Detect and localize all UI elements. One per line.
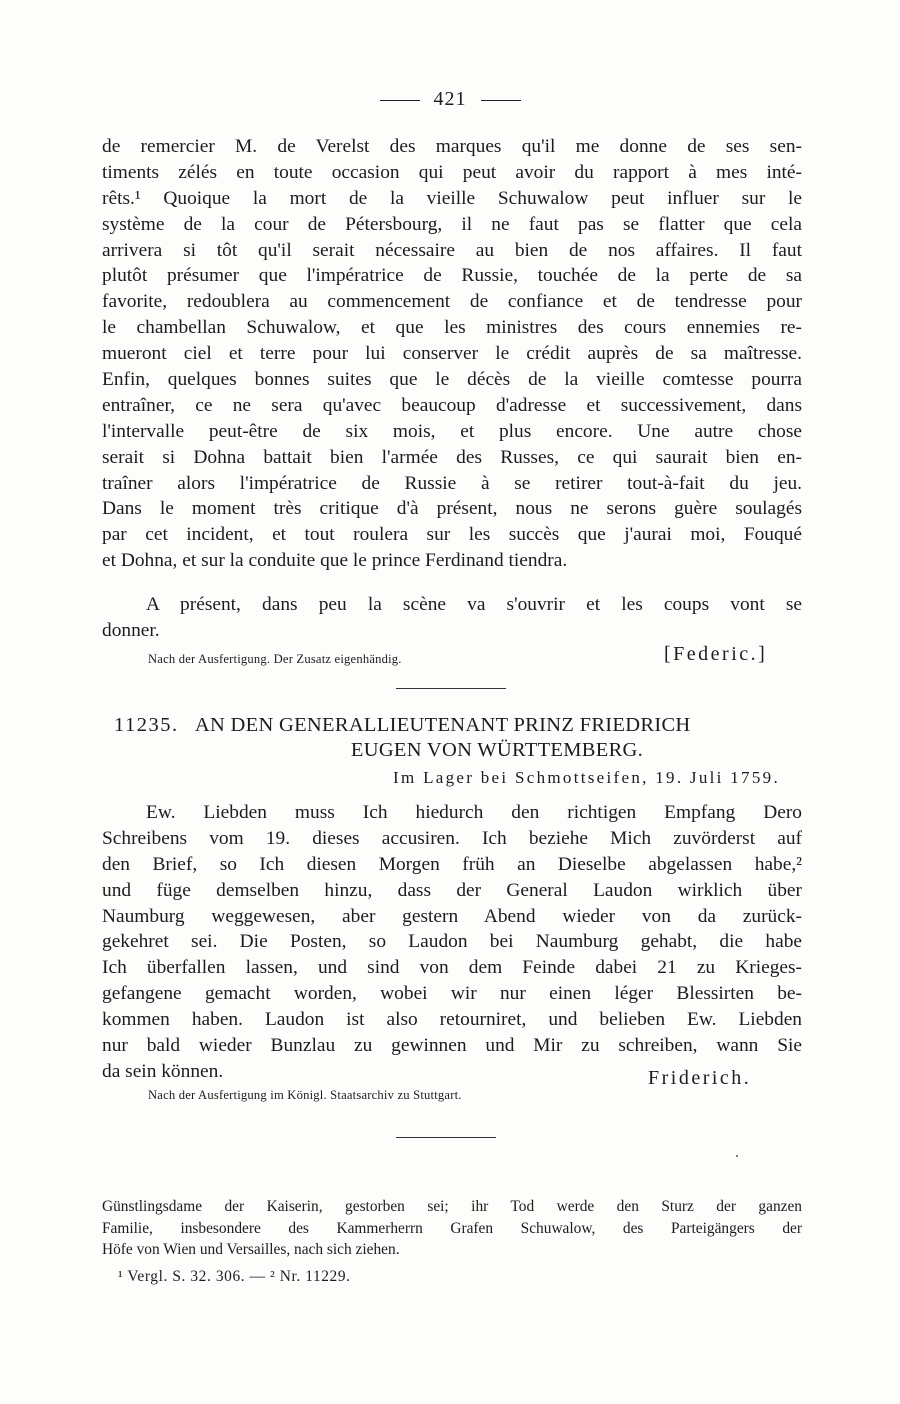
heading-line-2: EUGEN VON WÜRTTEMBERG. — [350, 739, 644, 761]
text-line: favorite, redoublera au commencement de confiance et de tendresse pour — [102, 291, 802, 313]
postscript — [102, 592, 802, 644]
text-line: kommen haben. Laudon ist also retourniret, und belieben Ew. Liebden — [102, 1009, 802, 1031]
page-number: 421 — [433, 88, 467, 110]
page-number-row — [0, 88, 900, 111]
text-line: Enfin, quelques bonnes suites que le décès de la vieille comtesse pourra — [102, 369, 802, 391]
dash-right — [481, 100, 521, 101]
text-line: plutôt présumer que l'impératrice de Russie, touchée de la perte de sa — [102, 265, 802, 287]
print-speck — [736, 1155, 738, 1157]
document-number: 11235. — [114, 714, 179, 736]
section-divider — [396, 688, 506, 689]
footnote-line: Günstlingsdame der Kaiserin, gestorben sei; ihr Tod werde den Sturz der ganzen — [102, 1198, 802, 1215]
signature-federic: [Federic.] — [664, 643, 768, 665]
text-line: gekehret sei. Die Posten, so Laudon bei Naumburg gehabt, die habe — [102, 931, 802, 953]
text-line: l'intervalle peut-être de six mois, et plus encore. Une autre chose — [102, 420, 802, 442]
text-line: den Brief, so Ich diesen Morgen früh an Dieselbe abgelassen habe,² — [102, 853, 802, 875]
text-line: et Dohna, et sur la conduite que le prince Ferdinand tiendra. — [102, 550, 568, 572]
dateline: Im Lager bei Schmottseifen, 19. Juli 1759. — [393, 768, 780, 787]
text-line: Naumburg weggewesen, aber gestern Abend wieder von da zurück- — [102, 905, 802, 927]
text-line: rêts.¹ Quoique la mort de la vieille Schuwalow peut influer sur le — [102, 187, 802, 209]
text-line: donner. — [102, 619, 160, 641]
text-line: serait si Dohna battait bien l'armée des Russes, ce qui saurait bien en- — [102, 446, 802, 468]
text-line: mueront ciel et terre pour lui conserver le crédit auprès de sa maîtresse. — [102, 343, 802, 365]
text-line: Ich überfallen lassen, und sind von dem Feinde dabei 21 zu Krieges- — [102, 957, 802, 979]
letter-body — [102, 800, 802, 1085]
letter-continuation — [102, 134, 802, 574]
source-note: Nach der Ausfertigung im Königl. Staatsarchiv zu Stuttgart. — [148, 1088, 462, 1102]
text-line: le chambellan Schuwalow, et que les ministres des cours ennemies re- — [102, 317, 802, 339]
footnotes — [102, 1196, 802, 1261]
text-line: und füge demselben hinzu, dass der General Laudon wirklich über — [102, 879, 802, 901]
text-line: traîner alors l'impératrice de Russie à se retirer tout-à-fait du jeu. — [102, 472, 802, 494]
source-note: Nach der Ausfertigung. Der Zusatz eigenhändig. — [148, 652, 402, 666]
text-line: gefangene gemacht worden, wobei wir nur einen léger Blessirten be- — [102, 983, 802, 1005]
text-line: de remercier M. de Verelst des marques qu'il me donne de ses sen- — [102, 136, 802, 157]
document-heading — [102, 713, 802, 763]
text-line: entraîner, ce ne sera qu'avec beaucoup d'adresse et successivement, dans — [102, 394, 802, 416]
text-line: système de la cour de Pétersbourg, il ne faut pas se flatter que cela — [102, 213, 802, 235]
footnote-references: ¹ Vergl. S. 32. 306. — ² Nr. 11229. — [118, 1268, 351, 1285]
text-line: Schreibens vom 19. dieses accusiren. Ich beziehe Mich zuvörderst auf — [102, 827, 802, 849]
dash-left — [380, 100, 420, 101]
text-line: Ew. Liebden muss Ich hiedurch den richtigen Empfang Dero — [146, 802, 802, 823]
section-divider — [396, 1137, 496, 1138]
text-line: par cet incident, et tout roulera sur les succès que j'aurai moi, Fouqué — [102, 524, 802, 546]
footnote-line: Familie, insbesondere des Kammerherrn Grafen Schuwalow, des Parteigängers der — [102, 1219, 802, 1237]
text-line: A présent, dans peu la scène va s'ouvrir et les coups vont se — [146, 594, 802, 615]
text-line: da sein können. — [102, 1060, 224, 1082]
text-line: nur bald wieder Bunzlau zu gewinnen und Mir zu schreiben, wann Sie — [102, 1035, 802, 1057]
text-line: Dans le moment très critique d'à présent, nous ne serons guère soulagés — [102, 498, 802, 520]
text-line: arrivera si tôt qu'il serait nécessaire au bien de nos affaires. Il faut — [102, 239, 802, 261]
heading-line-1: AN DEN GENERALLIEUTENANT PRINZ FRIEDRICH — [194, 714, 691, 736]
footnote-line: Höfe von Wien und Versailles, nach sich ziehen. — [102, 1241, 400, 1258]
text-line: timents zélés en toute occasion qui peut avoir du rapport à mes inté- — [102, 161, 802, 183]
signature-friderich: Friderich. — [648, 1067, 752, 1089]
